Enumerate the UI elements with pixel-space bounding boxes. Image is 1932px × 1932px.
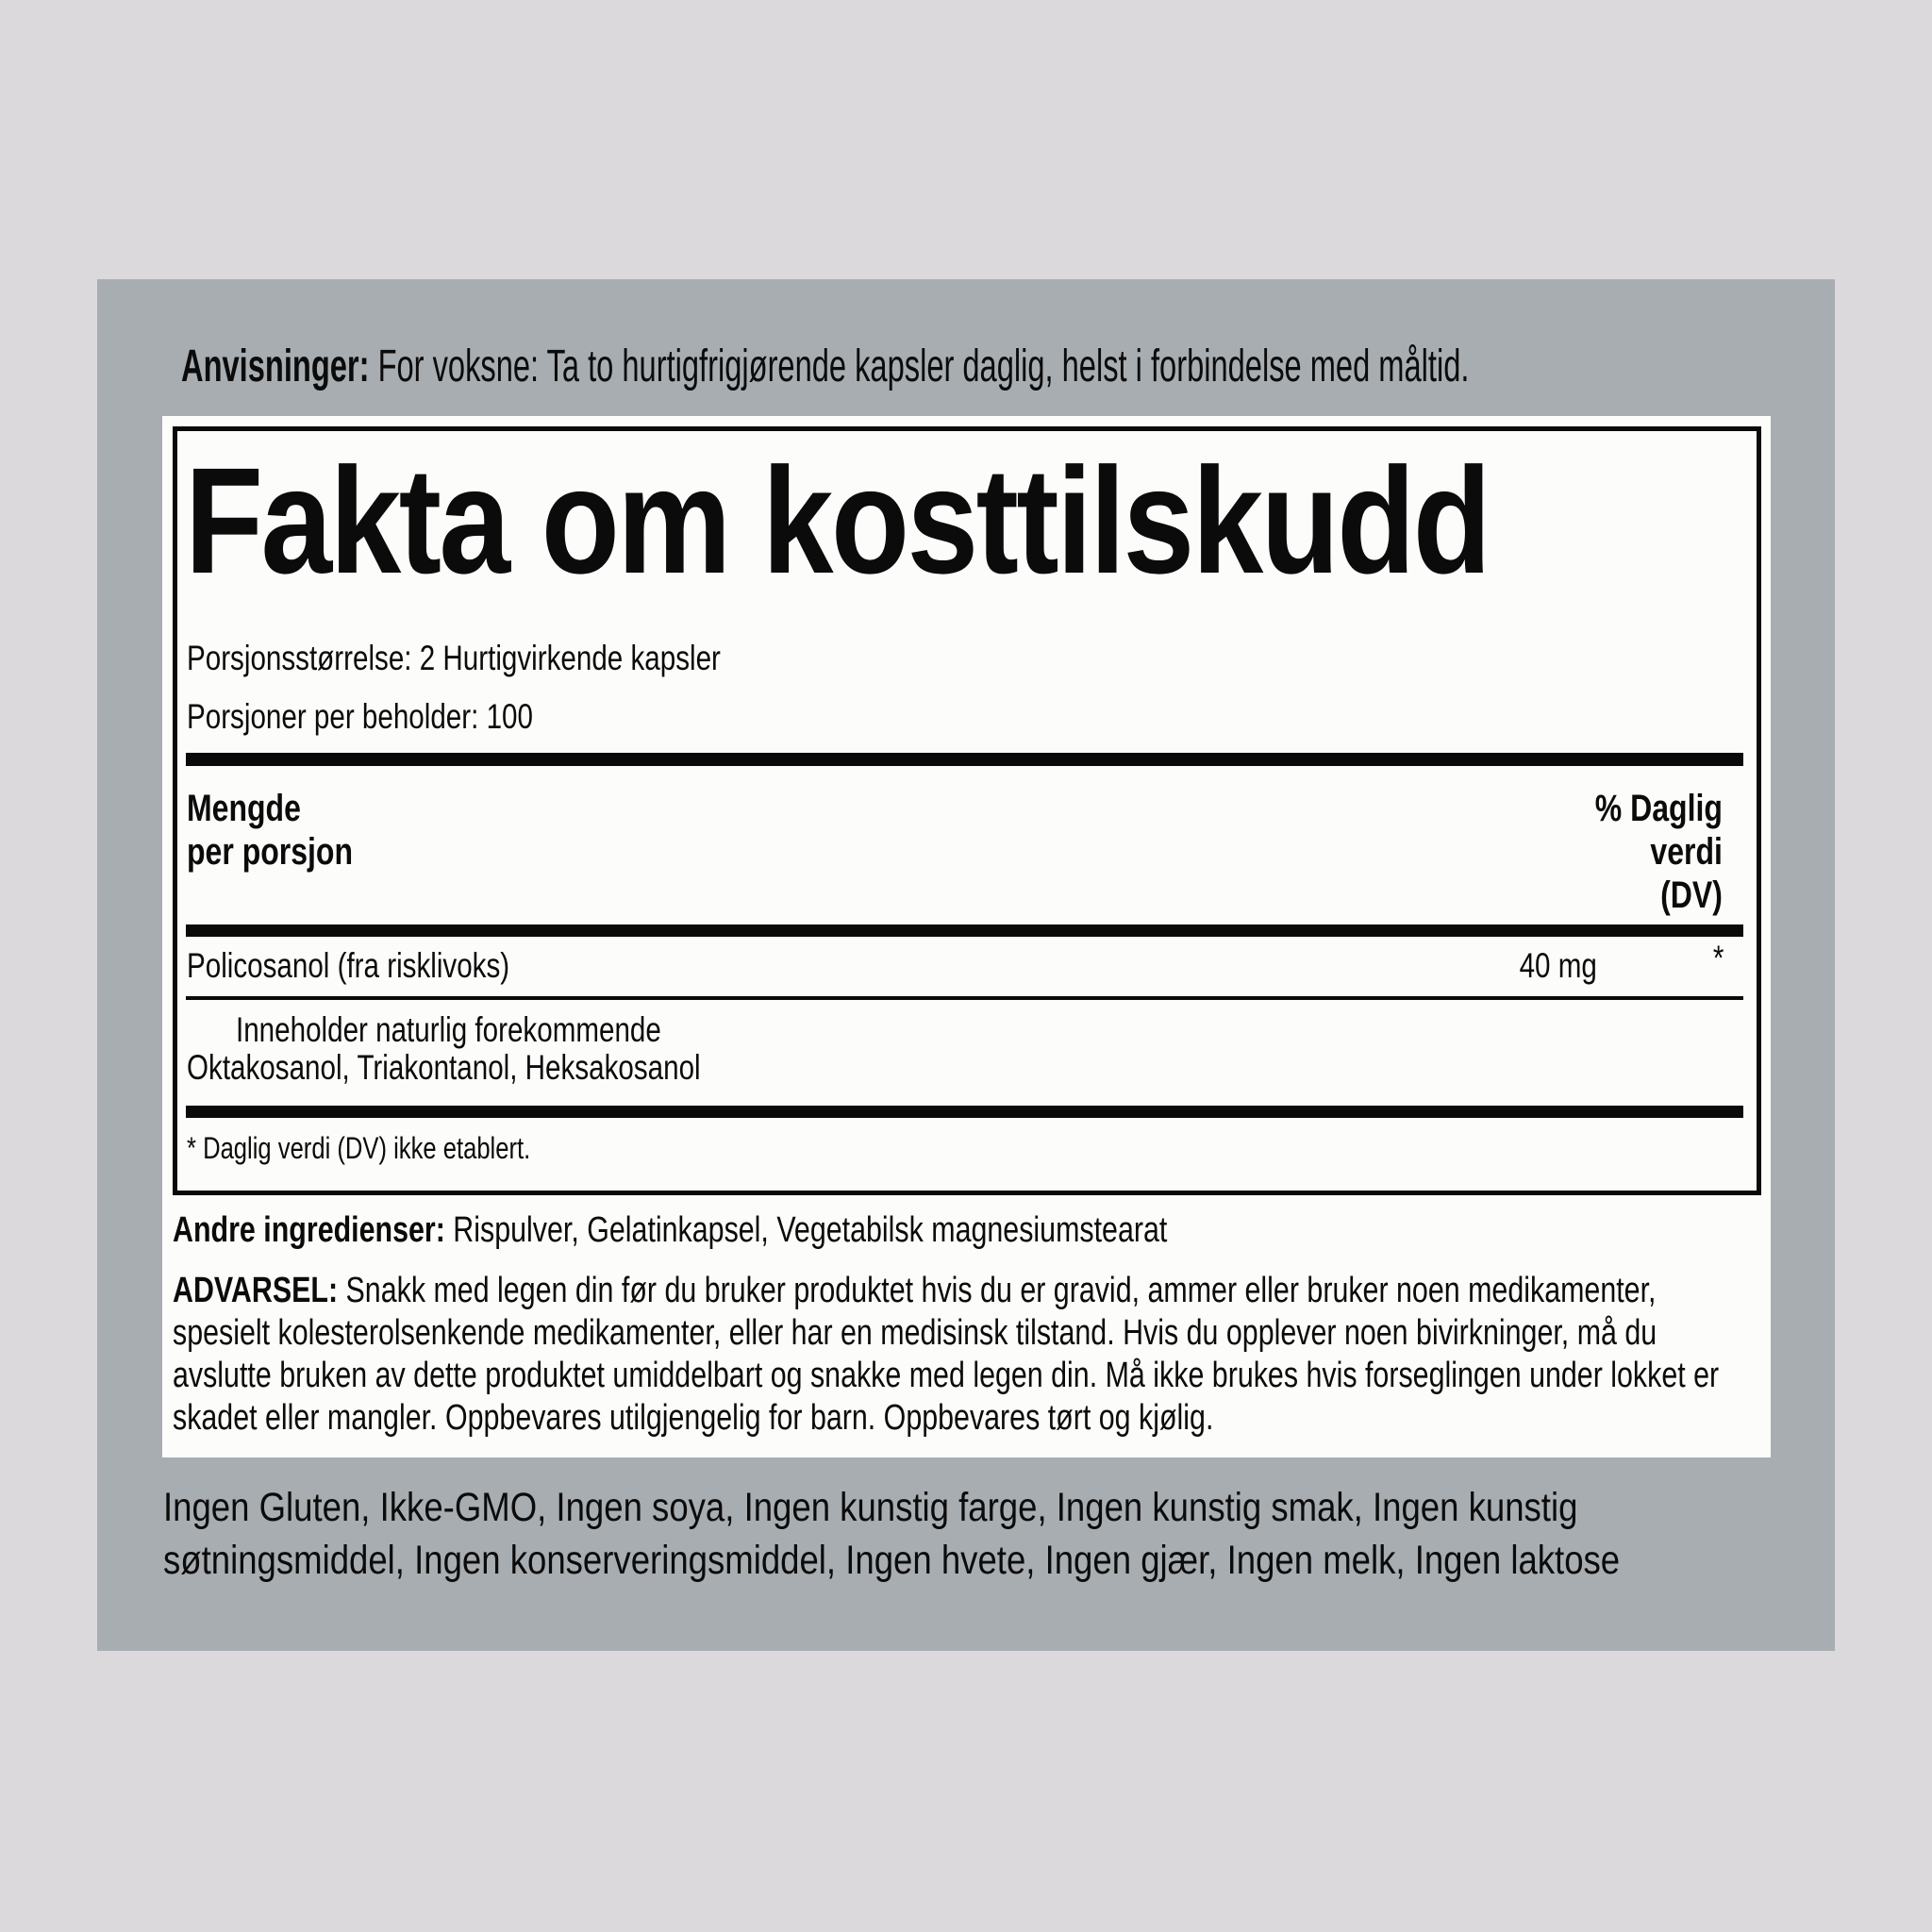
warning-label: ADVARSEL: bbox=[173, 1271, 339, 1310]
ingredient-row-dv-asterisk: * bbox=[1712, 939, 1724, 977]
servings-per-container-line: Porsjoner per beholder: 100 bbox=[187, 697, 533, 736]
dv-header-line1: % Daglig bbox=[1594, 788, 1723, 829]
divider-thin-line bbox=[186, 996, 1743, 1000]
daily-value-header bbox=[1563, 787, 1723, 917]
free-from-claims: Ingen Gluten, Ikke-GMO, Ingen soya, Ingen kunstig farge, Ingen kunstig smak, Ingen kunstig søtningsmiddel, Ingen konserveringsmiddel, Ingen hvete, Ingen gjær, Ingen melk, Ingen laktose bbox=[163, 1485, 1621, 1583]
warning-paragraph bbox=[173, 1270, 1932, 1440]
contains-note-line2: Oktakosanol, Triakontanol, Heksakosanol bbox=[187, 1048, 701, 1087]
divider-thick-bar-bottom bbox=[186, 1106, 1743, 1118]
divider-thick-bar-top bbox=[186, 753, 1743, 766]
divider-thick-bar-middle bbox=[186, 924, 1743, 937]
directions-text: For voksne: Ta to hurtigfrigjørende kapsler daglig, helst i forbindelse med måltid. bbox=[369, 341, 1470, 391]
supplement-facts-title: Fakta om kosttilskudd bbox=[185, 436, 1490, 605]
amount-header-line1: Mengde bbox=[187, 788, 301, 829]
amount-header-line2: per porsjon bbox=[187, 831, 354, 873]
other-ingredients-text: Rispulver, Gelatinkapsel, Vegetabilsk magnesiumstearat bbox=[444, 1210, 1168, 1250]
ingredient-row-name: Policosanol (fra risklivoks) bbox=[187, 946, 510, 985]
dv-header-line2: verdi bbox=[1650, 831, 1723, 873]
warning-text: Snakk med legen din før du bruker produktet hvis du er gravid, ammer eller bruker noen medikamenter, spesielt kolesterolsenkende medikamenter, eller har en medisinsk tilstand. Hvis du opplever noen bivirkninger, må du avslutte bruken av dette produktet umiddelbart og snakke med legen din. Må ikke brukes hvis forseglingen under lokket er skadet eller mangler. Oppbevares utilgjengelig for barn. Oppbevares tørt og kjølig. bbox=[173, 1271, 1720, 1438]
dv-header-line3: (DV) bbox=[1660, 874, 1723, 916]
daily-value-footnote: * Daglig verdi (DV) ikke etablert. bbox=[187, 1131, 531, 1165]
directions-line bbox=[181, 343, 1932, 391]
amount-per-serving-header bbox=[187, 787, 394, 874]
other-ingredients-label: Andre ingredienser: bbox=[173, 1210, 445, 1250]
contains-note-line1: Inneholder naturlig forekommende bbox=[236, 1010, 661, 1049]
serving-size-line: Porsjonsstørrelse: 2 Hurtigvirkende kapsler bbox=[187, 639, 721, 677]
directions-label: Anvisninger: bbox=[181, 341, 370, 391]
other-ingredients-line bbox=[173, 1211, 1416, 1251]
ingredient-row-amount: 40 mg bbox=[1519, 946, 1597, 985]
